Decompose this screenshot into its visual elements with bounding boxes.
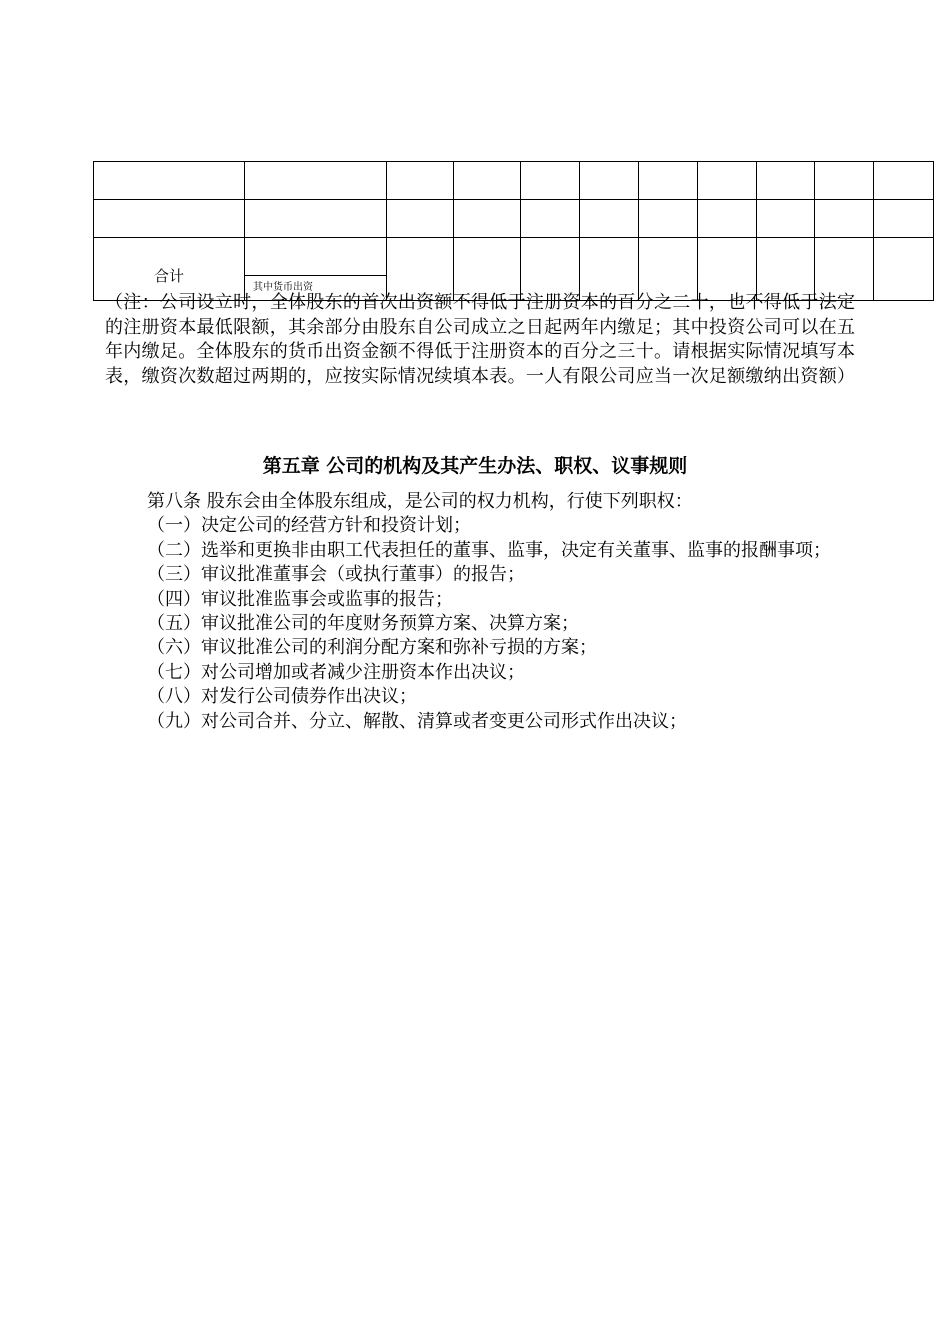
list-item: （五）审议批准公司的年度财务预算方案、决算方案；: [147, 613, 579, 635]
article-intro: 第八条 股东会由全体股东组成，是公司的权力机构，行使下列职权：: [147, 491, 693, 512]
contribution-note: （注：公司设立时，全体股东的首次出资额不得低于注册资本的百分之二十，也不得低于法定的注册资本最低限额，其余部分由股东自公司成立之日起两年内缴足；其中投资公司可以在五年内缴足。全体股东的货币出资金额不得低于注册资本的百分之三十。请根据实际情况填写本表，缴资次数超过两期的，应按实际情况续填本表。一人有限公司应当一次足额缴纳出资额）: [105, 292, 856, 387]
table-cell: [639, 162, 698, 200]
list-item: （八）对发行公司债券作出决议；: [147, 686, 417, 708]
list-item: （六）审议批准公司的利润分配方案和弥补亏损的方案；: [147, 637, 597, 659]
total-label: 合计: [94, 238, 245, 301]
table-cell: [698, 200, 757, 238]
table-cell: [94, 162, 245, 200]
table-cell: [757, 162, 815, 200]
table-cell: [387, 200, 454, 238]
list-item: （九）对公司合并、分立、解散、清算或者变更公司形式作出决议；: [147, 710, 687, 732]
list-item: （二）选举和更换非由职工代表担任的董事、监事，决定有关董事、监事的报酬事项；: [147, 539, 831, 561]
capital-contribution-table: [93, 161, 934, 301]
table-cell: [387, 162, 454, 200]
table-cell: [454, 162, 521, 200]
table-cell: [874, 200, 934, 238]
table-row: [94, 162, 934, 200]
currency-contribution-label: 其中货币出资: [253, 282, 313, 293]
table-cell: [521, 162, 580, 200]
table-cell: [815, 200, 874, 238]
table-cell: [94, 200, 245, 238]
table-cell: [874, 162, 934, 200]
list-item: （一）决定公司的经营方针和投资计划；: [147, 515, 471, 537]
table-cell: [874, 238, 934, 301]
table-cell: [698, 162, 757, 200]
table-row: [94, 200, 934, 238]
table-cell: [580, 200, 639, 238]
list-item: （三）审议批准董事会（或执行董事）的报告；: [147, 564, 525, 586]
chapter-title: 第五章 公司的机构及其产生办法、职权、议事规则: [262, 455, 688, 477]
table-cell: [757, 200, 815, 238]
table-cell: [521, 200, 580, 238]
table-cell: [245, 200, 387, 238]
table-cell: [580, 162, 639, 200]
table-cell: [815, 162, 874, 200]
table-cell: [639, 200, 698, 238]
total-amount-cell: [245, 238, 386, 276]
article-body: [105, 490, 865, 734]
table-cell: [245, 162, 387, 200]
list-item: （七）对公司增加或者减少注册资本作出决议；: [147, 661, 525, 683]
list-item: （四）审议批准监事会或监事的报告；: [147, 588, 453, 610]
table-cell: [454, 200, 521, 238]
